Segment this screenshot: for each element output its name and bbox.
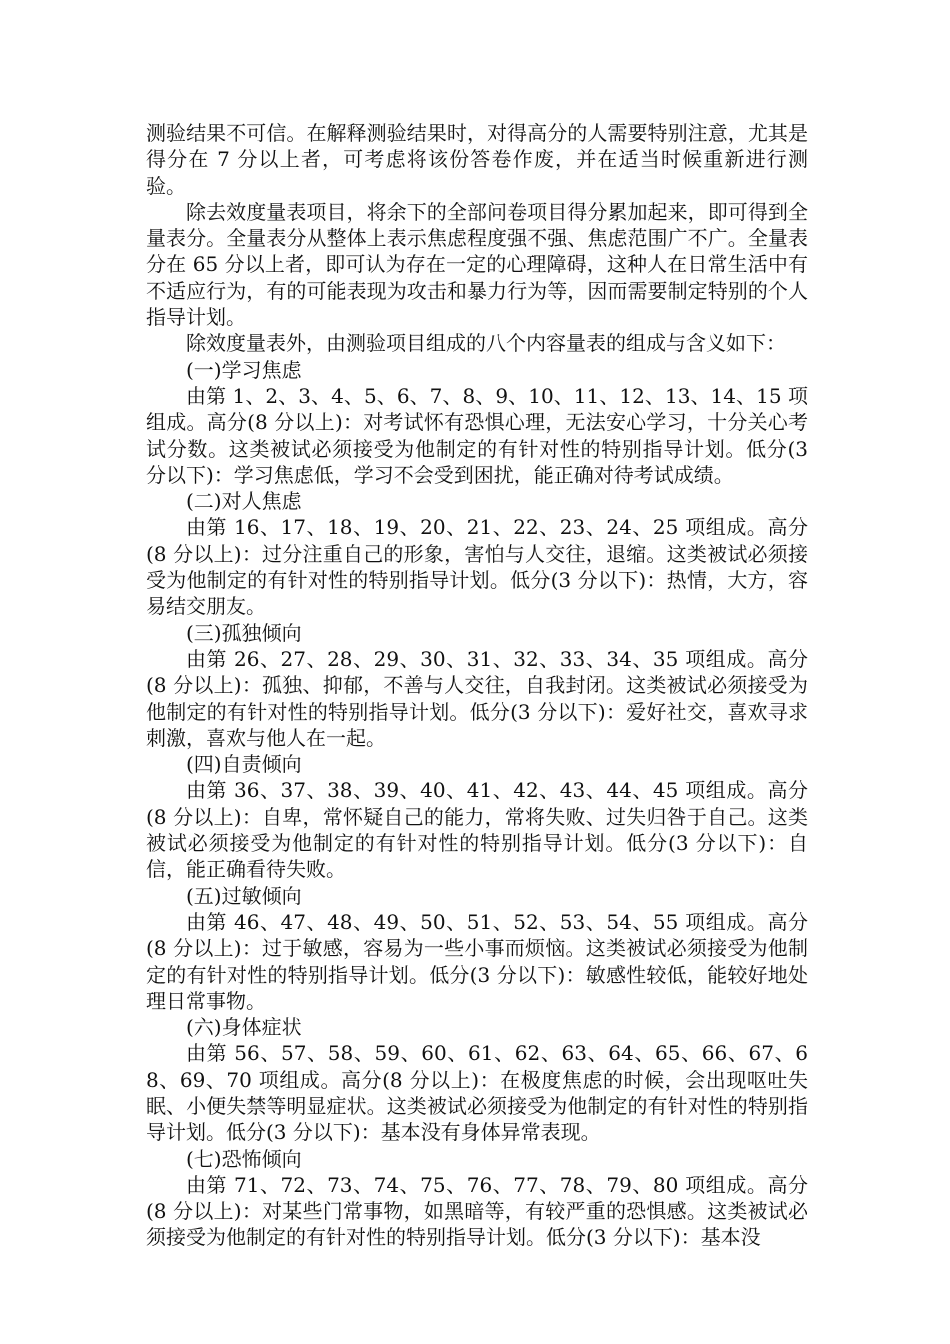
heading-physical-symptoms: (六)身体症状 bbox=[186, 1015, 302, 1040]
paragraph-validity-conclusion: 测验结果不可信。在解释测验结果时，对得高分的人需要特别注意，尤其是得分在 7 分以上者，可考虑将该份答卷作废，并在适当时候重新进行测验。 bbox=[146, 121, 808, 198]
paragraph-total-score: 除去效度量表项目，将余下的全部问卷项目得分累加起来，即可得到全量表分。全量表分从整体上表示焦虑程度强不强、焦虑范围广不广。全量表分在 65 分以上者，即可认为存在一定的心理障碍，这种人在日常生活中有不适应行为，有的可能表现为攻击和暴力行为等，因而需要制定特别的个人指导计划。 bbox=[146, 199, 808, 330]
heading-self-blame: (四)自责倾向 bbox=[186, 752, 302, 777]
paragraph-learning-anxiety: 由第 1、2、3、4、5、6、7、8、9、10、11、12、13、14、15 项组成。高分(8 分以上)：对考试怀有恐惧心理，无法安心学习，十分关心考试分数。这类被试必须接受为他制定的有针对性的特别指导计划。低分(3 分以下)：学习焦虑低，学习不会受到困扰，能正确对待考试成绩。 bbox=[146, 383, 808, 487]
paragraph-loneliness: 由第 26、27、28、29、30、31、32、33、34、35 项组成。高分(8 分以上)：孤独、抑郁，不善与人交往，自我封闭。这类被试必须接受为他制定的有针对性的特别指导计划。低分(3 分以下)：爱好社交，喜欢寻求刺激，喜欢与他人在一起。 bbox=[146, 646, 808, 750]
heading-learning-anxiety: (一)学习焦虑 bbox=[186, 357, 302, 382]
paragraph-hypersensitivity: 由第 46、47、48、49、50、51、52、53、54、55 项组成。高分(8 分以上)：过于敏感，容易为一些小事而烦恼。这类被试必须接受为他制定的有针对性的特别指导计划。低分(3 分以下)：敏感性较低，能较好地处理日常事物。 bbox=[146, 909, 808, 1013]
paragraph-physical-symptoms: 由第 56、57、58、59、60、61、62、63、64、65、66、67、68、69、70 项组成。高分(8 分以上)：在极度焦虑的时候，会出现呕吐失眠、小便失禁等明显症状。这类被试必须接受为他制定的有针对性的特别指导计划。低分(3 分以下)：基本没有身体异常表现。 bbox=[146, 1041, 808, 1145]
heading-loneliness: (三)孤独倾向 bbox=[186, 620, 302, 645]
heading-social-anxiety: (二)对人焦虑 bbox=[186, 489, 302, 514]
paragraph-scales-intro: 除效度量表外，由测验项目组成的八个内容量表的组成与含义如下： bbox=[186, 331, 786, 356]
heading-hypersensitivity: (五)过敏倾向 bbox=[186, 883, 302, 908]
paragraph-self-blame: 由第 36、37、38、39、40、41、42、43、44、45 项组成。高分(8 分以上)：自卑，常怀疑自己的能力，常将失败、过失归咎于自己。这类被试必须接受为他制定的有针对性的特别指导计划。低分(3 分以下)：自信，能正确看待失败。 bbox=[146, 778, 808, 882]
document-body bbox=[146, 120, 808, 1251]
heading-phobia: (七)恐怖倾向 bbox=[186, 1146, 302, 1171]
paragraph-social-anxiety: 由第 16、17、18、19、20、21、22、23、24、25 项组成。高分(8 分以上)：过分注重自己的形象，害怕与人交往，退缩。这类被试必须接受为他制定的有针对性的特别指导计划。低分(3 分以下)：热情，大方，容易结交朋友。 bbox=[146, 515, 808, 619]
paragraph-phobia: 由第 71、72、73、74、75、76、77、78、79、80 项组成。高分(8 分以上)：对某些门常事物，如黑暗等，有较严重的恐惧感。这类被试必须接受为他制定的有针对性的特别指导计划。低分(3 分以下)：基本没 bbox=[146, 1172, 808, 1250]
